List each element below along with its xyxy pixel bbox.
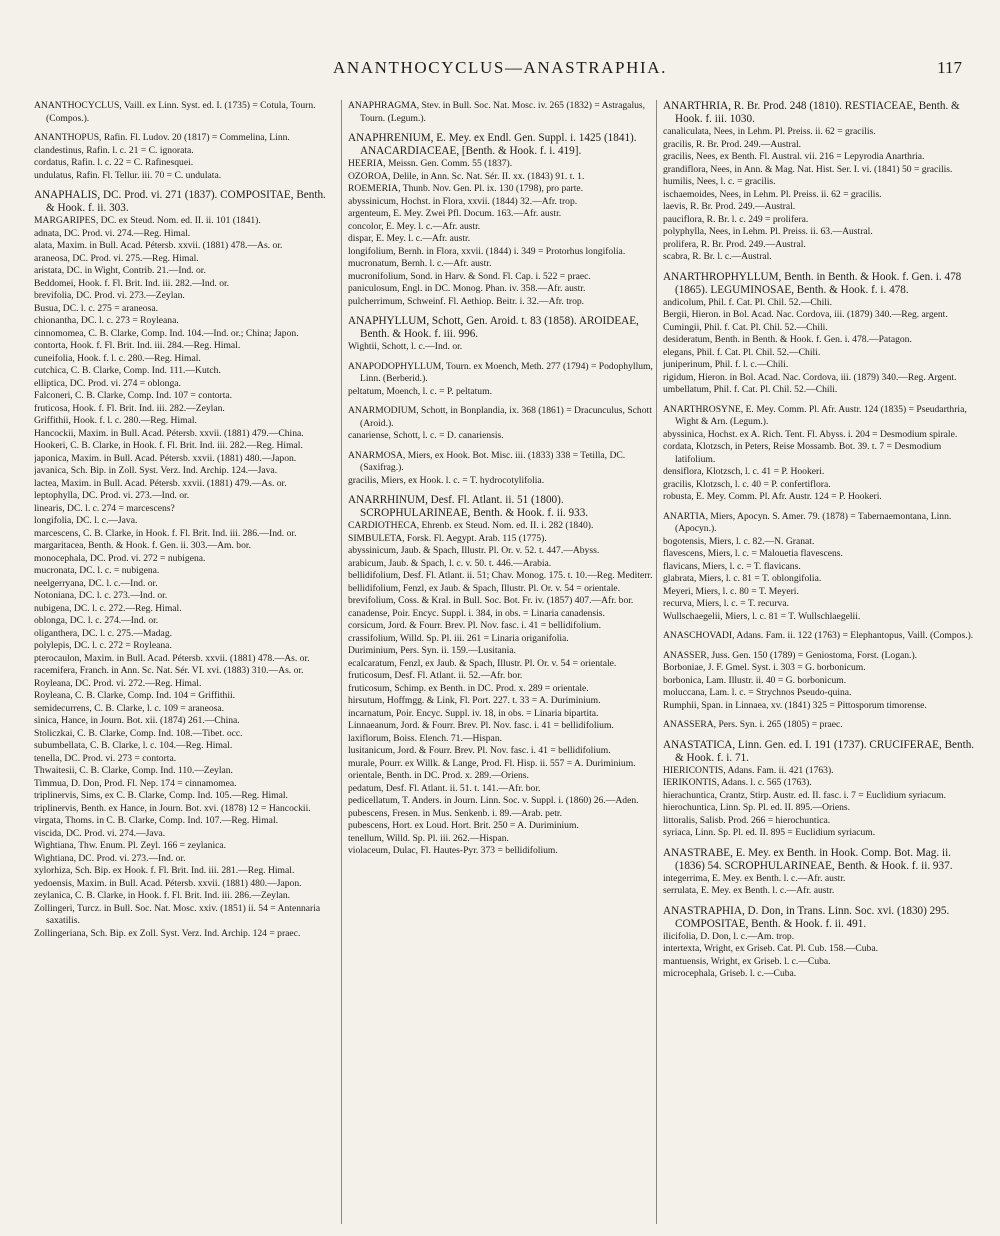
species-entry: laxiflorum, Boiss. Elench. 71.—Hispan. bbox=[348, 732, 503, 744]
species-entry: alata, Maxim. in Bull. Acad. Pétersb. xxvii. (1881) 478.—As. or. bbox=[34, 240, 283, 251]
species-entry: grandiflora, Nees, in Ann. & Mag. Nat. Hist. Ser. I. vi. (1841) 50 = gracilis. bbox=[663, 163, 953, 175]
species-entry: contorta, Hook. f. Fl. Brit. Ind. iii. 284.—Reg. Himal. bbox=[34, 340, 241, 351]
species-entry: Linnaeanum, Jord. & Fourr. Brev. Pl. Nov. fasc. i. 41 = bellidifolium. bbox=[348, 720, 614, 731]
species-entry: gracilis, Nees, ex Benth. Fl. Austral. vii. 216 = Lepyrodia Anarthria. bbox=[663, 151, 925, 162]
species-entry: Stoliczkai, C. B. Clarke, Comp. Ind. 108.—Tibet. occ. bbox=[34, 727, 243, 739]
column-1 bbox=[34, 100, 334, 1224]
species-entry: gracilis, Klotzsch, l. c. 40 = P. confertiflora. bbox=[663, 478, 831, 490]
species-entry: fruticosum, Schimp. ex Benth. in DC. Prod. x. 289 = orientale. bbox=[348, 682, 589, 694]
genus-entry: ANARTHROPHYLLUM, Benth. in Benth. & Hook. f. Gen. i. 478 (1865). LEGUMINOSAE, Benth. & Hook. f. i. 478. bbox=[663, 270, 962, 296]
species-entry: Falconeri, C. B. Clarke, Comp. Ind. 107 = contorta. bbox=[34, 390, 233, 401]
species-entry: orientale, Benth. in DC. Prod. x. 289.—Oriens. bbox=[348, 770, 529, 781]
species-entry: serrulata, E. Mey. ex Benth. l. c.—Afr. austr. bbox=[663, 885, 835, 896]
species-entry: bogotensis, Miers, l. c. 82.—N. Granat. bbox=[663, 535, 815, 547]
species-entry: canaliculata, Nees, in Lehm. Pl. Preiss. ii. 62 = gracilis. bbox=[663, 126, 876, 137]
species-entry: Wullschaegelii, Miers, l. c. 81 = T. Wullschlaegelii. bbox=[663, 610, 861, 622]
species-entry: fruticosa, Hook. f. Fl. Brit. Ind. iii. 282.—Zeylan. bbox=[34, 402, 225, 414]
species-entry: arabicum, Jaub. & Spach, l. c. v. 50. t. 446.—Arabia. bbox=[348, 557, 552, 569]
species-entry: araneosa, DC. Prod. vi. 275.—Reg. Himal. bbox=[34, 252, 199, 264]
species-entry: andicolum, Phil. f. Cat. Pl. Chil. 52.—Chili. bbox=[663, 296, 832, 308]
genus-entry: ANARRHINUM, Desf. Fl. Atlant. ii. 51 (1800). SCROPHULARINEAE, Benth. & Hook. f. ii. 933. bbox=[348, 494, 589, 519]
species-entry: desideratum, Benth. in Benth. & Hook. f. Gen. i. 478.—Patagon. bbox=[663, 334, 912, 345]
species-entry: tenella, DC. Prod. vi. 273 = contorta. bbox=[34, 752, 177, 764]
species-entry: triplinervis, Sims, ex C. B. Clarke, Comp. Ind. 105.—Reg. Himal. bbox=[34, 790, 288, 801]
species-entry: SIMBULETA, Forsk. Fl. Aegypt. Arab. 115 (1775). bbox=[348, 532, 547, 544]
species-entry: laevis, R. Br. Prod. 249.—Austral. bbox=[663, 201, 796, 212]
species-entry: peltatum, Moench, l. c. = P. peltatum. bbox=[348, 385, 492, 397]
species-entry: MARGARIPES, DC. ex Steud. Nom. ed. II. ii. 101 (1841). bbox=[34, 215, 261, 226]
species-entry: violaceum, Dulac, Fl. Hautes-Pyr. 373 = bellidifolium. bbox=[348, 845, 558, 856]
species-entry: abyssinicum, Hochst. in Flora, xxvii. (1844) 32.—Afr. trop. bbox=[348, 195, 578, 207]
species-entry: Meyeri, Miers, l. c. 80 = T. Meyeri. bbox=[663, 585, 799, 597]
species-entry: Cumingii, Phil. f. Cat. Pl. Chil. 52.—Chili. bbox=[663, 321, 828, 333]
species-entry: oblonga, DC. l. c. 274.—Ind. or. bbox=[34, 615, 159, 626]
species-entry: concolor, E. Mey. l. c.—Afr. austr. bbox=[348, 220, 481, 232]
species-entry: Zollingeri, Turcz. in Bull. Soc. Nat. Mosc. xxiv. (1851) ii. 54 = Antennaria saxatilis. bbox=[34, 902, 321, 926]
genus-entry: ANASSER, Juss. Gen. 150 (1789) = Geniostoma, Forst. (Logan.). bbox=[663, 649, 918, 661]
species-entry: cordata, Klotzsch, in Peters, Reise Mossamb. Bot. 39. t. 7 = Desmodium latifolium. bbox=[663, 441, 942, 465]
species-entry: fruticosum, Desf. Fl. Atlant. ii. 52.—Afr. bor. bbox=[348, 670, 523, 681]
species-entry: Hookeri, C. B. Clarke, in Hook. f. Fl. Brit. Ind. iii. 282.—Reg. Himal. bbox=[34, 440, 303, 451]
species-entry: ilicifolia, D. Don, l. c.—Am. trop. bbox=[663, 930, 795, 942]
genus-entry: ANAPHRENIUM, E. Mey. ex Endl. Gen. Suppl. i. 1425 (1841). ANACARDIACEAE, [Benth. & Hook. f. i. 419]. bbox=[348, 132, 637, 157]
species-entry: pedatum, Desf. Fl. Atlant. ii. 51. t. 141.—Afr. bor. bbox=[348, 782, 541, 794]
species-entry: yedoensis, Maxim. in Bull. Acad. Pétersb. xxvii. (1881) 480.—Japon. bbox=[34, 877, 302, 889]
genus-entry: ANAPHYLLUM, Schott, Gen. Aroid. t. 83 (1858). AROIDEAE, Benth. & Hook. f. iii. 996. bbox=[348, 315, 639, 340]
species-entry: borbonica, Lam. Illustr. ii. 40 = G. borbonicum. bbox=[663, 674, 847, 686]
species-entry: clandestinus, Rafin. l. c. 21 = C. ignorata. bbox=[34, 144, 194, 156]
species-entry: juniperinum, Phil. f. l. c.—Chili. bbox=[663, 359, 789, 370]
species-entry: xylorhiza, Sch. Bip. ex Hook. f. Fl. Brit. Ind. iii. 281.—Reg. Himal. bbox=[34, 865, 295, 876]
species-entry: microcephala, Griseb. l. c.—Cuba. bbox=[663, 968, 797, 979]
species-entry: abyssinica, Hochst. ex A. Rich. Tent. Fl. Abyss. i. 204 = Desmodium spirale. bbox=[663, 428, 958, 440]
species-entry: Rumphii, Span. in Linnaea, xv. (1841) 325 = Pittosporum timorense. bbox=[663, 699, 927, 711]
species-entry: canadense, Poir. Encyc. Suppl. i. 384, in obs. = Linaria canadensis. bbox=[348, 607, 605, 619]
species-entry: cuneifolia, Hook. f. l. c. 280.—Reg. Himal. bbox=[34, 352, 201, 364]
species-entry: flavescens, Miers, l. c. = Malouetia flavescens. bbox=[663, 548, 843, 559]
species-entry: Griffithii, Hook. f. l. c. 280.—Reg. Himal. bbox=[34, 415, 197, 426]
species-entry: javanica, Sch. Bip. in Zoll. Syst. Verz. Ind. Archip. 124.—Java. bbox=[34, 465, 278, 476]
species-entry: pubescens, Fresen. in Mus. Senkenb. i. 89.—Arab. petr. bbox=[348, 807, 562, 819]
species-entry: brevifolium, Coss. & Kral. in Bull. Soc. Bot. Fr. iv. (1857) 407.—Afr. bor. bbox=[348, 595, 634, 606]
species-entry: Wightiana, DC. Prod. vi. 273.—Ind. or. bbox=[34, 852, 186, 864]
species-entry: Beddomei, Hook. f. Fl. Brit. Ind. iii. 282.—Ind. or. bbox=[34, 277, 230, 289]
species-entry: Timmua, D. Don, Prod. Fl. Nep. 174 = cinnamomea. bbox=[34, 777, 237, 789]
species-entry: elliptica, DC. Prod. vi. 274 = oblonga. bbox=[34, 377, 181, 389]
species-entry: Wightii, Schott, l. c.—Ind. or. bbox=[348, 341, 463, 352]
species-entry: ecalcaratum, Fenzl, ex Jaub. & Spach, Illustr. Pl. Or. v. 54 = orientale. bbox=[348, 657, 617, 669]
species-entry: mantuensis, Wright, ex Griseb. l. c.—Cuba. bbox=[663, 955, 831, 967]
species-entry: japonica, Maxim. in Bull. Acad. Pétersb. xxvii. (1881) 480.—Japon. bbox=[34, 452, 297, 464]
species-entry: Thwaitesii, C. B. Clarke, Comp. Ind. 110.—Zeylan. bbox=[34, 765, 233, 776]
species-entry: zeylanica, C. B. Clarke, in Hook. f. Fl. Brit. Ind. iii. 286.—Zeylan. bbox=[34, 890, 291, 901]
species-entry: polylepis, DC. l. c. 272 = Royleana. bbox=[34, 640, 172, 651]
species-entry: flavicans, Miers, l. c. = T. flavicans. bbox=[663, 560, 801, 572]
species-entry: virgata, Thoms. in C. B. Clarke, Comp. Ind. 107.—Reg. Himal. bbox=[34, 815, 279, 826]
species-entry: paniculosum, Engl. in DC. Monog. Phan. iv. 358.—Afr. austr. bbox=[348, 283, 586, 294]
species-entry: gracilis, Miers, ex Hook. l. c. = T. hydrocotylifolia. bbox=[348, 474, 545, 486]
species-entry: prolifera, R. Br. Prod. 249.—Austral. bbox=[663, 238, 806, 250]
species-entry: syriaca, Linn. Sp. Pl. ed. II. 895 = Euclidium syriacum. bbox=[663, 827, 876, 838]
species-entry: Bergii, Hieron. in Bol. Acad. Nac. Cordova, iii. (1879) 340.—Reg. argent. bbox=[663, 309, 948, 320]
species-entry: triplinervis, Benth. ex Hance, in Journ. Bot. xvi. (1878) 12 = Hancockii. bbox=[34, 802, 311, 814]
genus-entry: ANARMOSA, Miers, ex Hook. Bot. Misc. iii. (1833) 338 = Tetilla, DC. (Saxifrag.). bbox=[348, 449, 626, 473]
species-entry: subumbellata, C. B. Clarke, l. c. 104.—Reg. Himal. bbox=[34, 740, 233, 751]
species-entry: bellidifolium, Desf. Fl. Atlant. ii. 51; Chav. Monog. 175. t. 10.—Reg. Mediterr. bbox=[348, 570, 653, 581]
page-header bbox=[0, 56, 1000, 80]
species-entry: recurva, Miers, l. c. = T. recurva. bbox=[663, 598, 789, 609]
species-entry: canariense, Schott, l. c. = D. canariensis. bbox=[348, 430, 504, 441]
species-entry: longifolia, DC. l. c.—Java. bbox=[34, 515, 138, 526]
species-entry: Wightiana, Thw. Enum. Pl. Zeyl. 166 = zeylanica. bbox=[34, 840, 227, 851]
species-entry: humilis, Nees, l. c. = gracilis. bbox=[663, 176, 776, 187]
species-entry: neelgerryana, DC. l. c.—Ind. or. bbox=[34, 577, 158, 589]
species-entry: hierochuntica, Linn. Sp. Pl. ed. II. 895.—Oriens. bbox=[663, 802, 851, 813]
species-entry: aristata, DC. in Wight, Contrib. 21.—Ind. or. bbox=[34, 265, 206, 276]
species-entry: mucronifolium, Sond. in Harv. & Sond. Fl. Cap. i. 522 = praec. bbox=[348, 270, 591, 282]
species-entry: oliganthera, DC. l. c. 275.—Madag. bbox=[34, 627, 173, 639]
species-entry: moluccana, Lam. l. c. = Strychnos Pseudo-quina. bbox=[663, 687, 852, 698]
species-entry: pterocaulon, Maxim. in Bull. Acad. Pétersb. xxvii. (1881) 478.—As. or. bbox=[34, 652, 310, 664]
genus-entry: ANAPHRAGMA, Stev. in Bull. Soc. Nat. Mosc. iv. 265 (1832) = Astragalus, Tourn. (Legum.). bbox=[348, 100, 646, 124]
species-entry: hierachuntica, Crantz, Stirp. Austr. ed. II. fasc. i. 7 = Euclidium syriacum. bbox=[663, 789, 947, 801]
species-entry: Royleana, C. B. Clarke, Comp. Ind. 104 = Griffithii. bbox=[34, 690, 236, 701]
column-3 bbox=[656, 100, 975, 1224]
species-entry: Borboniae, J. F. Gmel. Syst. i. 303 = G. borbonicum. bbox=[663, 662, 866, 673]
species-entry: undulatus, Rafin. Fl. Tellur. iii. 70 = C. undulata. bbox=[34, 169, 222, 181]
species-entry: IERIKONTIS, Adans. l. c. 565 (1763). bbox=[663, 777, 812, 788]
species-entry: pedicellatum, T. Anders. in Journ. Linn. Soc. v. Suppl. i. (1860) 26.—Aden. bbox=[348, 795, 639, 806]
species-entry: Zollingeriana, Sch. Bip. ex Zoll. Syst. Verz. Ind. Archip. 124 = praec. bbox=[34, 927, 301, 939]
species-entry: adnata, DC. Prod. vi. 274.—Reg. Himal. bbox=[34, 227, 191, 239]
species-entry: murale, Pourr. ex Willk. & Lange, Prod. Fl. Hisp. ii. 557 = A. Duriminium. bbox=[348, 757, 636, 769]
species-entry: monocephala, DC. Prod. vi. 272 = nubigena. bbox=[34, 552, 206, 564]
genus-entry: ANARTHROSYNE, E. Mey. Comm. Pl. Afr. Austr. 124 (1835) = Pseudarthria, Wight & Arn. (Legum.). bbox=[663, 403, 967, 427]
species-entry: umbellatum, Phil. f. Cat. Pl. Chil. 52.—Chili. bbox=[663, 384, 838, 395]
species-entry: Busua, DC. l. c. 275 = araneosa. bbox=[34, 302, 158, 314]
species-entry: cutchica, C. B. Clarke, Comp. Ind. 111.—Kutch. bbox=[34, 365, 221, 376]
genus-entry: ANASTRAPHIA, D. Don, in Trans. Linn. Soc. xvi. (1830) 295. COMPOSITAE, Benth. & Hook. f. ii. 491. bbox=[663, 904, 950, 930]
species-entry: integerrima, E. Mey. ex Benth. l. c.—Afr. austr. bbox=[663, 872, 846, 884]
species-entry: incarnatum, Poir. Encyc. Suppl. iv. 18, in obs. = Linaria bipartita. bbox=[348, 707, 599, 719]
species-entry: HIERICONTIS, Adans. Fam. ii. 421 (1763). bbox=[663, 764, 834, 776]
species-entry: ROEMERIA, Thunb. Nov. Gen. Pl. ix. 130 (1798), pro parte. bbox=[348, 183, 584, 194]
species-entry: tenellum, Willd. Sp. Pl. iii. 262.—Hispan. bbox=[348, 832, 509, 844]
genus-entry: ANASTRABE, E. Mey. ex Benth. in Hook. Comp. Bot. Mag. ii. (1836) 54. SCROPHULARINEAE, Benth. & Hook. f. ii. 937. bbox=[663, 846, 953, 872]
species-entry: mucronatum, Bernh. l. c.—Afr. austr. bbox=[348, 258, 492, 269]
species-entry: Royleana, DC. Prod. vi. 272.—Reg. Himal. bbox=[34, 677, 202, 689]
genus-entry: ANAPHALIS, DC. Prod. vi. 271 (1837). COMPOSITAE, Benth. & Hook. f. ii. 303. bbox=[34, 189, 326, 214]
species-entry: marcescens, C. B. Clarke, in Hook. f. Fl. Brit. Ind. iii. 286.—Ind. or. bbox=[34, 527, 297, 539]
species-entry: elegans, Phil. f. Cat. Pl. Chil. 52.—Chili. bbox=[663, 346, 821, 358]
species-entry: littoralis, Salisb. Prod. 266 = hierochuntica. bbox=[663, 814, 831, 826]
genus-entry: ANANTHOCYCLUS, Vaill. ex Linn. Syst. ed. I. (1735) = Cotula, Tourn. (Compos.). bbox=[34, 100, 316, 124]
genus-entry: ANARTIA, Miers, Apocyn. S. Amer. 79. (1878) = Tabernaemontana, Linn. (Apocyn.). bbox=[663, 510, 952, 534]
species-entry: chionantha, DC. l. c. 273 = Royleana. bbox=[34, 315, 179, 326]
species-entry: lactea, Maxim. in Bull. Acad. Pétersb. xxvii. (1881) 479.—As. or. bbox=[34, 477, 287, 489]
species-entry: rigidum, Hieron. in Bol. Acad. Nac. Cordova, iii. (1879) 340.—Reg. Argent. bbox=[663, 371, 957, 383]
species-entry: linearis, DC. l. c. 274 = marcescens? bbox=[34, 502, 175, 514]
species-entry: nubigena, DC. l. c. 272.—Reg. Himal. bbox=[34, 602, 182, 614]
species-entry: cinnomomea, C. B. Clarke, Comp. Ind. 104.—Ind. or.; China; Japon. bbox=[34, 327, 299, 339]
species-entry: Hancockii, Maxim. in Bull. Acad. Pétersb. xxvii. (1881) 479.—China. bbox=[34, 427, 304, 439]
species-entry: pauciflora, R. Br. l. c. 249 = prolifera. bbox=[663, 213, 809, 225]
species-entry: ischaemoides, Nees, in Lehm. Pl. Preiss. ii. 62 = gracilis. bbox=[663, 188, 882, 200]
species-entry: gracilis, R. Br. Prod. 249.—Austral. bbox=[663, 138, 802, 150]
species-entry: argenteum, E. Mey. Zwei Pfl. Docum. 163.—Afr. austr. bbox=[348, 208, 562, 219]
species-entry: longifolium, Bernh. in Flora, xxvii. (1844) i. 349 = Protorhus longifolia. bbox=[348, 245, 626, 257]
species-entry: leptophylla, DC. Prod. vi. 273.—Ind. or. bbox=[34, 490, 190, 501]
running-title: ANANTHOCYCLUS—ANASTRAPHIA. bbox=[333, 58, 667, 77]
species-entry: polyphylla, Nees, in Lehm. Pl. Preiss. ii. 63.—Austral. bbox=[663, 226, 873, 237]
species-entry: abyssinicum, Jaub. & Spach, Illustr. Pl. Or. v. 52. t. 447.—Abyss. bbox=[348, 545, 600, 556]
species-entry: OZOROA, Delile, in Ann. Sc. Nat. Sér. II. xx. (1843) 91. t. 1. bbox=[348, 170, 585, 182]
species-entry: CARDIOTHECA, Ehrenb. ex Steud. Nom. ed. II. i. 282 (1840). bbox=[348, 520, 594, 531]
species-entry: pulcherrimum, Schweinf. Fl. Aethiop. Beitr. i. 32.—Afr. trop. bbox=[348, 295, 585, 307]
species-entry: hirsutum, Hoffmgg. & Link, Fl. Port. 227. t. 33 = A. Duriminium. bbox=[348, 695, 601, 706]
species-entry: semidecurrens, C. B. Clarke, l. c. 109 = araneosa. bbox=[34, 702, 225, 714]
species-entry: pubescens, Hort. ex Loud. Hort. Brit. 250 = A. Duriminium. bbox=[348, 820, 579, 831]
species-entry: Duriminium, Pers. Syn. ii. 159.—Lusitania. bbox=[348, 645, 516, 656]
genus-entry: ANARTHRIA, R. Br. Prod. 248 (1810). RESTIACEAE, Benth. & Hook. f. iii. 1030. bbox=[663, 100, 960, 125]
species-entry: racemifera, Franch. in Ann. Sc. Nat. Sér. VI. xvi. (1883) 310.—As. or. bbox=[34, 665, 304, 676]
species-entry: margaritacea, Benth. & Hook. f. Gen. ii. 303.—Am. bor. bbox=[34, 540, 251, 551]
species-entry: cordatus, Rafin. l. c. 22 = C. Rafinesquei. bbox=[34, 157, 194, 168]
species-entry: sinica, Hance, in Journ. Bot. xii. (1874) 261.—China. bbox=[34, 715, 240, 726]
species-entry: scabra, R. Br. l. c.—Austral. bbox=[663, 251, 772, 262]
genus-entry: ANANTHOPUS, Rafin. Fl. Ludov. 20 (1817) = Commelina, Linn. bbox=[34, 132, 290, 143]
species-entry: brevifolia, DC. Prod. vi. 273.—Zeylan. bbox=[34, 290, 185, 301]
species-entry: viscida, DC. Prod. vi. 274.—Java. bbox=[34, 827, 166, 839]
species-entry: lusitanicum, Jord. & Fourr. Brev. Pl. Nov. fasc. i. 41 = bellidifolium. bbox=[348, 745, 611, 756]
page-number: 117 bbox=[937, 58, 962, 77]
genus-entry: ANASTATICA, Linn. Gen. ed. I. 191 (1737). CRUCIFERAE, Benth. & Hook. f. i. 71. bbox=[663, 738, 975, 764]
species-entry: corsicum, Jord. & Fourr. Brev. Pl. Nov. fasc. i. 41 = bellidifolium. bbox=[348, 620, 602, 631]
species-entry: HEERIA, Meissn. Gen. Comm. 55 (1837). bbox=[348, 158, 513, 169]
species-entry: mucronata, DC. l. c. = nubigena. bbox=[34, 565, 160, 576]
species-entry: Notoniana, DC. l. c. 273.—Ind. or. bbox=[34, 590, 168, 601]
species-entry: densiflora, Klotzsch, l. c. 41 = P. Hookeri. bbox=[663, 466, 825, 477]
genus-entry: ANASCHOVADI, Adans. Fam. ii. 122 (1763) = Elephantopus, Vaill. (Compos.). bbox=[663, 630, 974, 641]
genus-entry: ANARMODIUM, Schott, in Bonplandia, ix. 368 (1861) = Dracunculus, Schott (Aroid.). bbox=[348, 405, 652, 429]
genus-entry: ANAPODOPHYLLUM, Tourn. ex Moench, Meth. 277 (1794) = Podophyllum, Linn. (Berberid.). bbox=[348, 360, 653, 384]
genus-entry: ANASSERA, Pers. Syn. i. 265 (1805) = praec. bbox=[663, 719, 843, 730]
species-entry: dispar, E. Mey. l. c.—Afr. austr. bbox=[348, 233, 471, 244]
species-entry: glabrata, Miers, l. c. 81 = T. oblongifolia. bbox=[663, 573, 822, 584]
column-2 bbox=[341, 100, 654, 1224]
species-entry: intertexta, Wright, ex Griseb. Cat. Pl. Cub. 158.—Cuba. bbox=[663, 943, 879, 954]
species-entry: bellidifolium, Fenzl, ex Jaub. & Spach, Illustr. Pl. Or. v. 54 = orientale. bbox=[348, 582, 621, 594]
species-entry: robusta, E. Mey. Comm. Pl. Afr. Austr. 124 = P. Hookeri. bbox=[663, 491, 882, 502]
species-entry: crassifolium, Willd. Sp. Pl. iii. 261 = Linaria origanifolia. bbox=[348, 632, 569, 644]
